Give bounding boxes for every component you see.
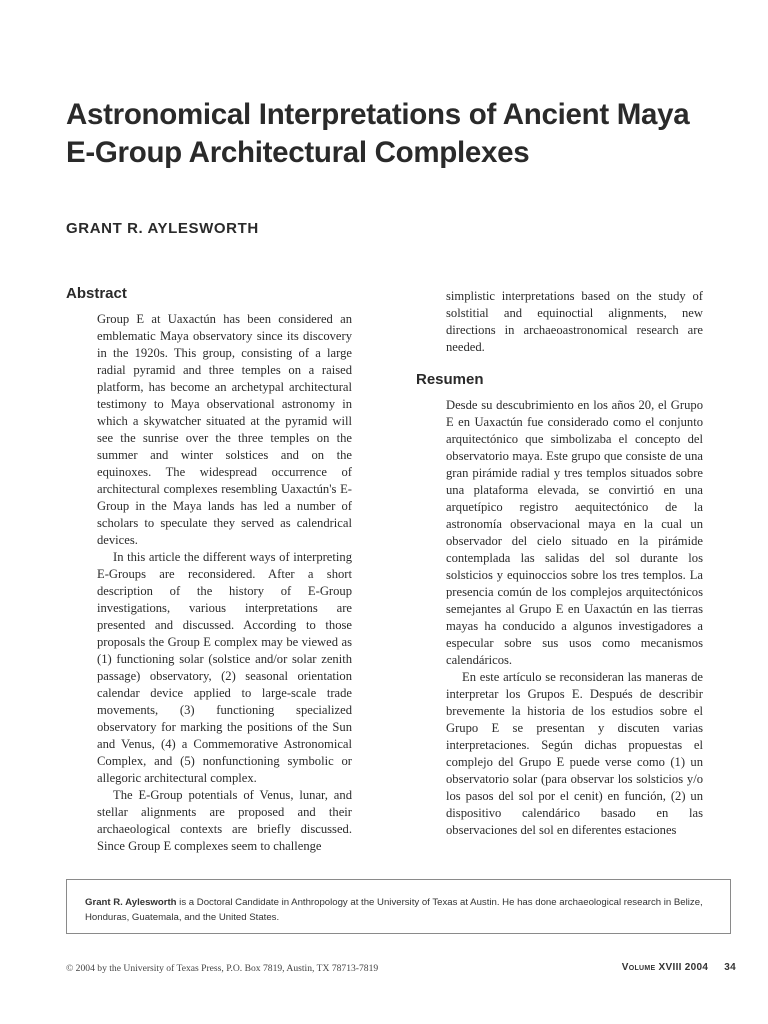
right-column — [416, 288, 703, 839]
author-bio-box — [66, 879, 731, 934]
abstract-heading: Abstract — [66, 285, 127, 302]
resumen-heading: Resumen — [416, 371, 484, 388]
bio-author-name: Grant R. Aylesworth — [85, 897, 177, 908]
left-column — [66, 284, 352, 855]
bio-text: is a Doctoral Candidate in Anthropology at the University of Texas at Austin. He has done archaeological research in Belize, Honduras, Guatemala, and the United States. — [85, 897, 703, 923]
abstract-paragraph-3: The E-Group potentials of Venus, lunar, and stellar alignments are proposed and their archaeological contexts are briefly discussed. Since Group E complexes seem to challenge — [97, 788, 352, 853]
abstract-paragraph-2: In this article the different ways of interpreting E-Groups are reconsidered. After a short description of the history of E-Group investigations, various interpretations are presented and discussed. According to those proposals the Group E complex may be viewed as (1) functioning solar (solstice and/or solar zenith passage) observatory, (2) seasonal orientation calendar device applied to large-scale trade movements, (3) functioning specialized observatory for marking the positions of the Sun and Venus, (4) a Commemorative Astronomical Complex, and (5) nonfunctioning symbolic or allegoric architectural complex. — [97, 550, 352, 785]
copyright-notice: © 2004 by the University of Texas Press, P.O. Box 7819, Austin, TX 78713-7819 — [66, 963, 379, 974]
author-name: GRANT R. AYLESWORTH — [66, 220, 259, 237]
resumen-paragraph-1: Desde su descubrimiento en los años 20, el Grupo E en Uaxactún fue considerado como el conjunto arquitectónico que simbolizaba el concepto del observatorio maya. Este grupo que consiste de una gran pirámide radial y tres templos situados sobre una plataforma elevada, se convirtió en una arquetípico registro aequitectónico de la astronomía observacional maya en la cual un observador del cielo situado en la pirámide contemplada las salidas del sol durante los solsticios y equinoccios sobre los tres templos. La presencia común de los complejos arquitectónicos semejantes al Grupo E en Uaxactún en las tierras mayas ha conducido a algunos investigadores a especular sobre sus usos como mecanismos calendáricos. — [446, 398, 703, 667]
page-number: 34 — [724, 962, 736, 973]
title-line-2: E-Group Architectural Complexes — [66, 136, 530, 169]
resumen-paragraph-2: En este artículo se reconsideran las maneras de interpretar los Grupos E. Después de describir brevemente la historia de los estudios sobre el Grupo E se presentan y discuten varias interpretaciones. Según dichas propuestas el complejo del Grupo E puede verse como (1) un observatorio solar (para observar los solsticios y/o los pasos del sol por el cenit) en función, (2) un dispositivo calendárico basado en las observaciones del sol en diferentes estaciones — [446, 670, 703, 837]
abstract-continuation: simplistic interpretations based on the study of solstitial and equinoctial alignments, new directions in archaeoastronomical research are needed. — [446, 289, 703, 354]
abstract-paragraph-1: Group E at Uaxactún has been considered an emblematic Maya observatory since its discovery in the 1920s. This group, consisting of a large radial pyramid and three temples on a raised platform, has become an archetypal architectural testimony to Maya observational astronomy in which a skywatcher situated at the pyramid will see the sunrise over the three temples on the summer and winter solstices and on the equinoxes. The widespread occurrence of architectural complexes resembling Uaxactún's E-Group in the Maya lands has led a number of scholars to speculate they served as calendrical devices. — [97, 312, 352, 547]
volume-label: Volume XVIII 2004 — [621, 962, 709, 973]
title-line-1: Astronomical Interpretations of Ancient Maya — [66, 98, 690, 131]
article-title — [66, 96, 746, 172]
footer-volume-page — [622, 962, 736, 973]
